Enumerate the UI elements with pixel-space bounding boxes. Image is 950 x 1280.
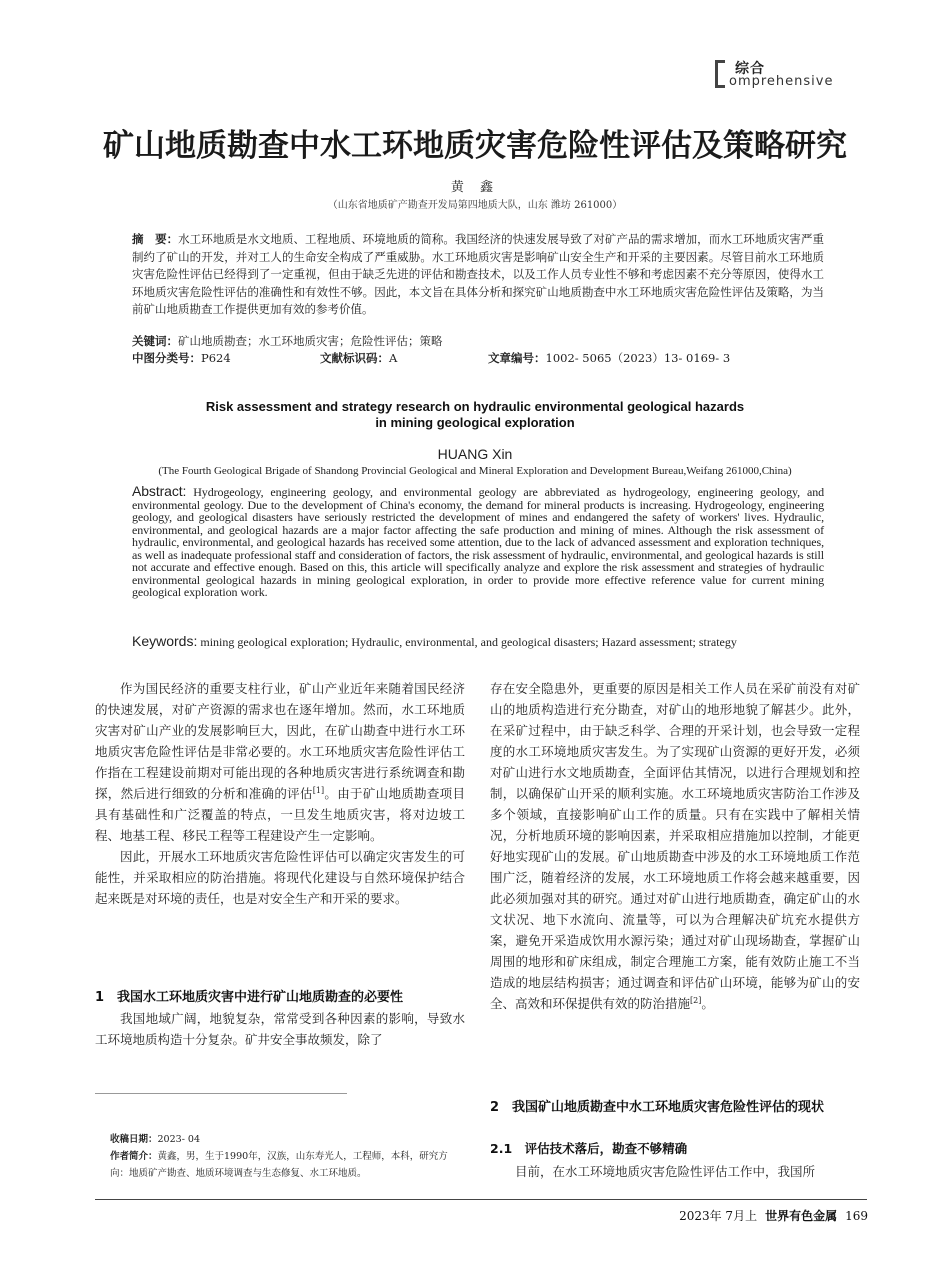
keywords-cn-label: 关键词： — [132, 334, 178, 348]
affiliation-cn: （山东省地质矿产勘查开发局第四地质大队，山东 潍坊 261000） — [327, 200, 623, 211]
article-title-en — [0, 399, 950, 431]
section-label-en: omprehensive — [729, 74, 834, 89]
section-bracket-icon — [715, 60, 725, 88]
paragraph: 存在安全隐患外，更重要的原因是相关工作人员在采矿前没有对矿山的地质构造进行充分勘查，对矿山的地形地貌了解甚少。此外，在采矿过程中，由于缺乏科学、合理的开采计划，也会导致一定程度的水工环境地质灾害发生。为了实现矿山资源的更好开发，必须对矿山进行水文地质勘查，全面评估其情况，以进行合理规划和控制，以确保矿山开采的顺利实施。水工环境地质灾害防治工作涉及多个领域，直接影响矿山工作的质量。只有在实践中了解相关情况，分析地质环境的影响因素，并采取相应措施加以控制，才能更好地实现矿山的发展。矿山地质勘查中涉及的水工环境地质工作范围广泛，随着经济的发展，水工环境地质工作将会越来越重要，因此必须加强对其的研究。通过对矿山进行地质勘查，确定矿山的水文状况、地下水流向、流量等，可以为合理解决矿坑充水提供方案，避免开采造成饮用水源污染；通过对矿山现场勘查，掌握矿山周围的地形和矿床组成，制定合理施工方案，能有效防止施工不当造成的地层结构损害；通过调查和评估矿山环境，能够为矿山的安全、高效和环保提供有效的防治措施[2]。 — [490, 681, 860, 1011]
paragraph: 因此，开展水工环地质灾害危险性评估可以确定灾害发生的可能性，并采取相应的防治措施。将现代化建设与自然环境保护结合起来既是对环境的责任，也是对安全生产和开采的要求。 — [95, 849, 465, 906]
author-cn: 黄 鑫 — [450, 180, 500, 195]
document-code: 文献标识码：A — [320, 351, 398, 365]
author-bio: 作者简介：黄鑫，男，生于1990年，汉族，山东寿光人，工程师，本科，研究方向：地质矿产勘查、地质环境调查与生态修复、水工环地质。 — [110, 1151, 448, 1179]
section-tag — [715, 58, 855, 92]
keywords-en-text: mining geological exploration; Hydraulic, environmental, and geological disasters; Hazard assessment; strategy — [200, 635, 737, 649]
author-en: HUANG Xin — [437, 446, 513, 462]
article-title-en-line1: Risk assessment and strategy research on hydraulic environmental geological hazards — [205, 399, 745, 414]
body-left-column — [95, 678, 465, 909]
abstract-en-label: Abstract: — [132, 483, 187, 499]
section-label-cn: 综合 — [735, 61, 765, 77]
keywords-cn — [132, 333, 824, 350]
keywords-cn-text: 矿山地质勘查；水工环地质灾害；危险性评估；策略 — [178, 334, 443, 348]
section-heading-2: 2 我国矿山地质勘查中水工环地质灾害危险性评估的现状 — [490, 1100, 825, 1115]
footnote-divider — [95, 1093, 347, 1094]
body-right-column-2 — [490, 1161, 860, 1182]
affiliation-en: (The Fourth Geological Brigade of Shandong Provincial Geological and Mineral Exploration and Development Bureau,Weifang 261000,China) — [158, 465, 792, 477]
paragraph: 目前，在水工环境地质灾害危险性评估工作中，我国所 — [515, 1164, 816, 1179]
citation-2[interactable]: [2] — [690, 995, 702, 1005]
body-right-column — [490, 678, 860, 1014]
abstract-en-text: Hydrogeology, engineering geology, and environmental geology are abbreviated as hydrogeology, engineering geology, and environmental geology. Due to the development of China's economy, the demand for mineral products is increasing. Hydrogeology, engineering geology, and geological disasters have seriously restricted the development of mines and endangered the safety of workers' lives. Hydraulic, environmental, and geological hazards are a major factor affecting the safe production and mining of mines. Although the risk assessment of hydraulic, environmental, and geological hazards has received some attention, due to the lack of advanced assessment and exploration techniques, as well as inadequate professional staff and consideration of factors, the risk assessment of hydraulic, environmental, and geological hazards is still not accurate and effective enough. Based on this, this article will specifically analyze and explore the risk assessment and strategies of hydraulic environmental geological hazards in mining geological exploration, in order to provide more effective reference value for current mining geological exploration work. — [132, 485, 824, 599]
body-left-column-2 — [95, 1008, 465, 1050]
abstract-cn-label: 摘 要： — [132, 232, 179, 246]
paragraph: 我国地域广阔，地貌复杂，常常受到各种因素的影响，导致水工环境地质构造十分复杂。矿井安全事故频发，除了 — [95, 1011, 465, 1047]
citation-1[interactable]: [1] — [312, 785, 325, 795]
issue-date: 2023年 7月上 — [679, 1209, 758, 1223]
page-number: 169 — [845, 1209, 868, 1223]
abstract-cn-text: 水工环地质是水文地质、工程地质、环境地质的简称。我国经济的快速发展导致了对矿产品的需求增加，而水工环地质灾害严重制约了矿山的开发，并对工人的生命安全构成了严重威胁。水工环地质灾害是影响矿山安全生产和开采的主要因素。尽管目前水工环地质灾害危险性评估已经得到了一定重视，但由于缺乏先进的评估和勘查技术，以及工作人员专业性不够和考虑因素不充分等原因，使得水工环地质灾害危险性评估的准确性和有效性不够。因此，本文旨在具体分析和探究矿山地质勘查中水工环地质灾害危险性评估及策略，为当前矿山地质勘查工作提供更加有效的参考价值。 — [132, 232, 824, 316]
article-title-cn: 矿山地质勘查中水工环地质灾害危险性评估及策略研究 — [103, 128, 847, 164]
section-heading-2-1: 2.1 评估技术落后，勘查不够精确 — [490, 1141, 688, 1156]
keywords-en-label: Keywords: — [132, 633, 198, 649]
abstract-en — [132, 485, 824, 599]
keywords-en — [132, 633, 832, 650]
received-date: 收稿日期：2023- 04 — [110, 1134, 201, 1145]
footer-rule — [95, 1199, 867, 1200]
section-heading-1: 1 我国水工环地质灾害中进行矿山地质勘查的必要性 — [95, 990, 404, 1005]
page-footer — [679, 1207, 868, 1224]
article-number: 文章编号：1002- 5065（2023）13- 0169- 3 — [488, 351, 731, 365]
article-title-en-line2: in mining geological exploration — [375, 415, 575, 430]
abstract-cn — [132, 231, 824, 319]
clc-number: 中图分类号：P624 — [132, 351, 231, 365]
paragraph: 作为国民经济的重要支柱行业，矿山产业近年来随着国民经济的快速发展，对矿产资源的需求也在逐年增加。然而，水工环地质灾害对矿山产业的发展影响巨大，因此，在矿山勘查中进行水工环地质灾害危险性评估是非常必要的。水工环地质灾害危险性评估工作指在工程建设前期对可能出现的各种地质灾害进行系统调查和勘探，然后进行细致的分析和准确的评估[1]。由于矿山地质勘查项目具有基础性和广泛覆盖的特点，一旦发生地质灾害，将对边坡工程、地基工程、移民工程等工程建设产生一定影响。 — [95, 681, 465, 843]
footnote — [110, 1131, 465, 1182]
journal-name: 世界有色金属 — [765, 1209, 838, 1223]
